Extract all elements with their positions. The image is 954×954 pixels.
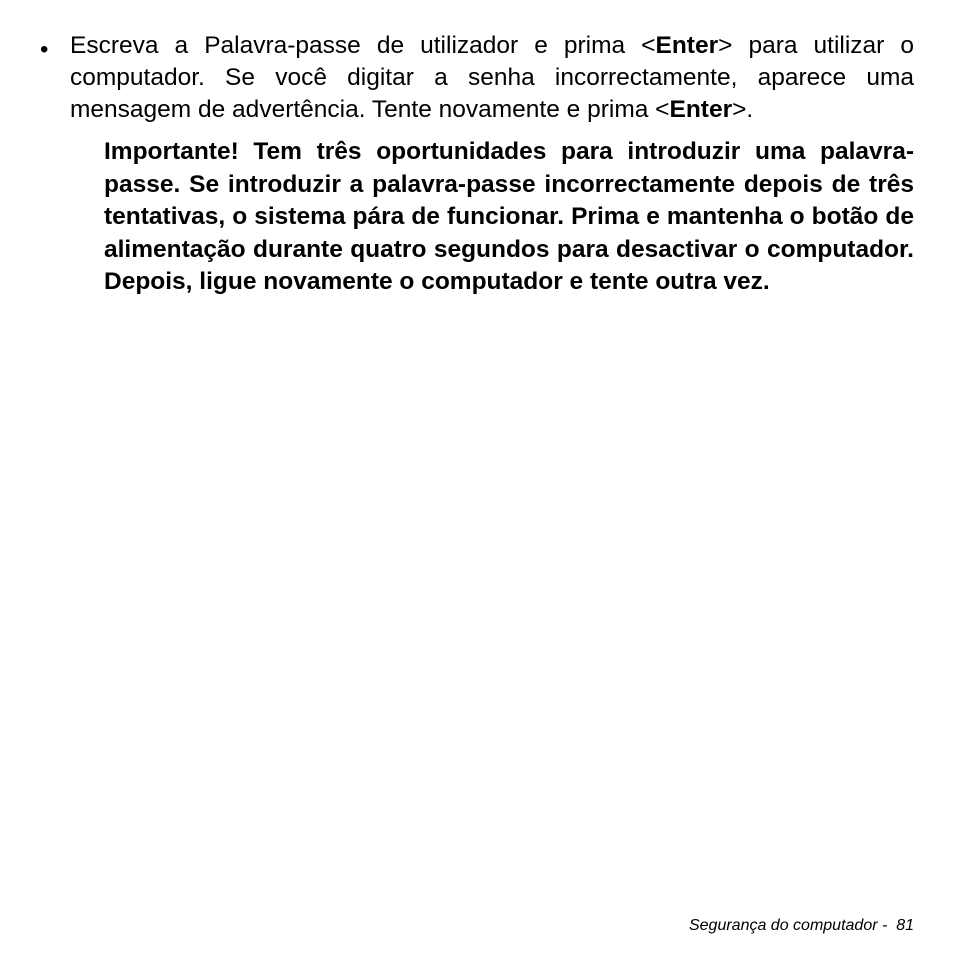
page-footer [689,917,914,935]
important-note: Importante! Tem três oportunidades para introduzir uma palavra-passe. Se introduzir a palavra-passe incorrectamente depois de três tentativas, o sistema pára de funcionar. Prima e mantenha o botão de alimentação durante quatro segundos para desactivar o computador. Depois, ligue novamente o computador e tente outra vez. [104,138,914,295]
footer-page-number: 81 [896,917,914,934]
footer-section-title: Segurança do computador - [688,917,888,934]
bullet-text-part-3: >. [732,96,754,123]
bullet-list-item [40,30,914,126]
bullet-text-part-1: Escreva a Palavra-passe de utilizador e prima < [70,32,656,59]
bullet-text-part-2: > para utilizar o computador. Se você digitar a senha incorrectamente, aparece uma mensagem de advertência. Tente novamente e prima < [70,32,914,123]
enter-key-label-2: Enter [669,96,733,123]
bullet-paragraph [70,30,914,126]
enter-key-label: Enter [655,32,719,59]
bullet-marker: • [40,36,49,63]
